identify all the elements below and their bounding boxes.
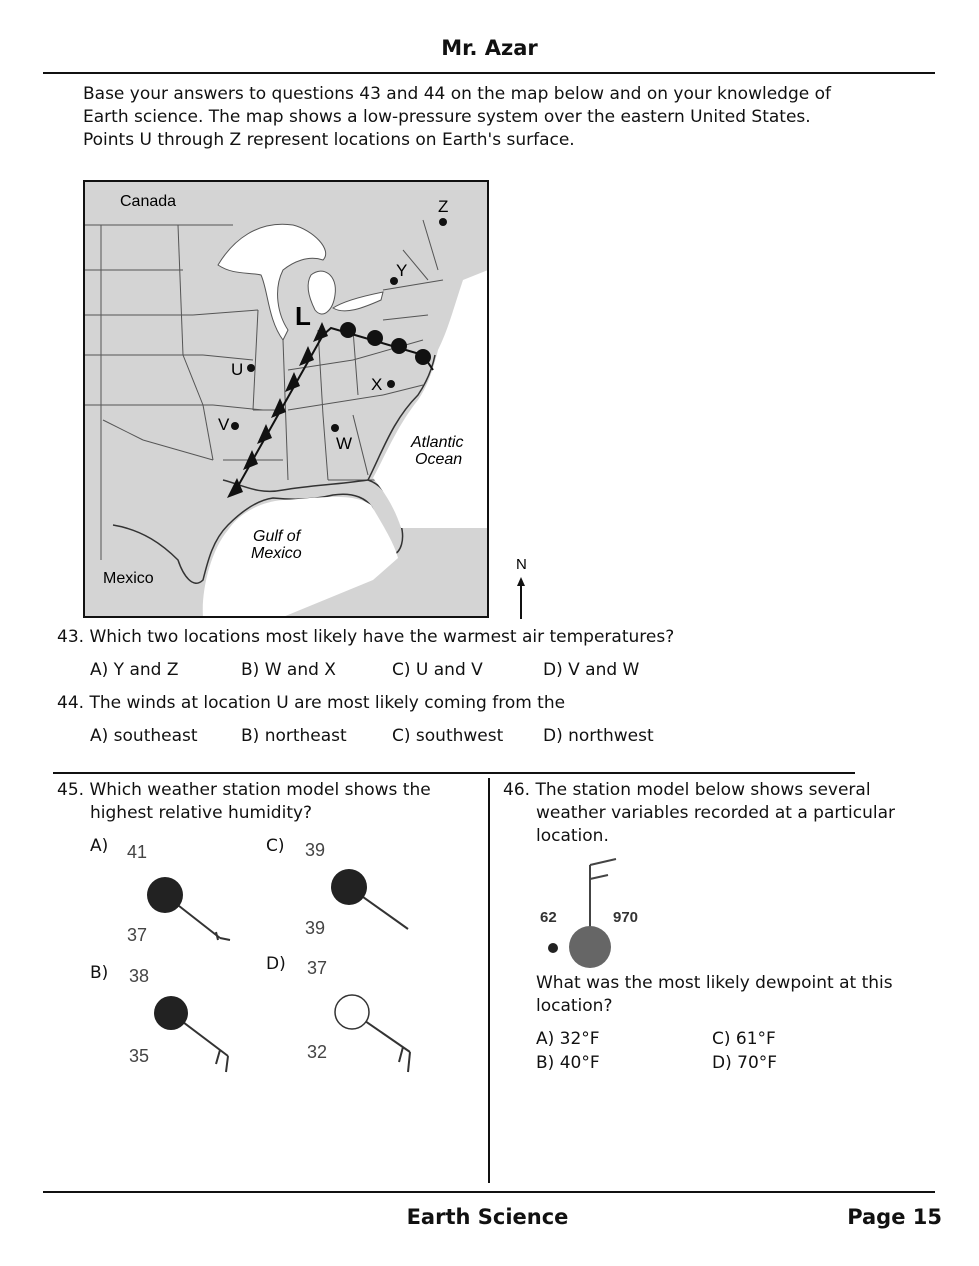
- svg-text:V: V: [218, 415, 230, 434]
- north-arrow-icon: [510, 553, 534, 621]
- q46-choice-a[interactable]: A) 32°F: [536, 1029, 600, 1049]
- q44-choice-b[interactable]: B) northeast: [241, 726, 347, 746]
- station-model-c: [325, 865, 415, 935]
- svg-text:N: N: [516, 556, 527, 573]
- station-model-b: [150, 994, 240, 1074]
- q43-choice-a[interactable]: A) Y and Z: [90, 660, 179, 680]
- q43-choice-b[interactable]: B) W and X: [241, 660, 336, 680]
- question-46: 46. The station model below shows several: [503, 780, 871, 800]
- footer-subject: Earth Science: [406, 1205, 569, 1229]
- q45-choice-a[interactable]: A): [90, 836, 109, 856]
- point-w: [331, 424, 339, 432]
- q46-prompt: What was the most likely dewpoint at this: [536, 973, 893, 993]
- page-title: Mr. Azar: [441, 36, 538, 60]
- q46-pressure: 970: [613, 909, 639, 926]
- point-u: [247, 364, 255, 372]
- svg-text:Ocean: Ocean: [415, 451, 463, 468]
- svg-text:U: U: [231, 360, 244, 379]
- warm-front-semicircle: [340, 322, 356, 338]
- intro-line-3: Points U through Z represent locations on Earth's surface.: [83, 130, 575, 150]
- label-canada: Canada: [120, 193, 177, 210]
- footer-divider: [43, 1191, 935, 1193]
- svg-text:W: W: [336, 434, 353, 453]
- q44-choice-a[interactable]: A) southeast: [90, 726, 198, 746]
- svg-text:X: X: [371, 375, 383, 394]
- point-v: [231, 422, 239, 430]
- q46-choice-d[interactable]: D) 70°F: [712, 1053, 778, 1073]
- q46-temp: 62: [540, 909, 557, 926]
- q46-choice-b[interactable]: B) 40°F: [536, 1053, 600, 1073]
- q44-choice-d[interactable]: D) northwest: [543, 726, 654, 746]
- header-divider: [43, 72, 935, 74]
- point-z: [439, 218, 447, 226]
- label-mexico: Mexico: [103, 570, 154, 587]
- question-45: 45. Which weather station model shows the: [57, 780, 431, 800]
- svg-text:Y: Y: [396, 261, 408, 280]
- intro-line-1: Base your answers to questions 43 and 44 on the map below and on your knowledge of: [83, 84, 831, 104]
- q45-choice-b[interactable]: B): [90, 963, 109, 983]
- label-atlantic: Atlantic: [411, 434, 464, 451]
- q45-choice-d[interactable]: D): [266, 954, 286, 974]
- q43-choice-d[interactable]: D) V and W: [543, 660, 640, 680]
- weather-map: [83, 180, 489, 618]
- svg-text:Z: Z: [438, 197, 449, 216]
- q43-choice-c[interactable]: C) U and V: [392, 660, 483, 680]
- station-model-q46: [536, 855, 656, 970]
- q46-choice-c[interactable]: C) 61°F: [712, 1029, 776, 1049]
- page-number: Page 15: [847, 1205, 942, 1229]
- q44-choice-c[interactable]: C) southwest: [392, 726, 504, 746]
- question-43: 43. Which two locations most likely have the warmest air temperatures?: [57, 627, 675, 647]
- question-44: 44. The winds at location U are most likely coming from the: [57, 693, 566, 713]
- label-gulf: Gulf of: [253, 528, 301, 545]
- station-model-a: [140, 870, 240, 945]
- low-pressure-symbol: L: [295, 301, 311, 331]
- q45-choice-c[interactable]: C): [266, 836, 285, 856]
- intro-line-2: Earth science. The map shows a low-pressure system over the eastern United States.: [83, 107, 811, 127]
- svg-text:Mexico: Mexico: [251, 545, 302, 562]
- section-divider: [53, 772, 855, 774]
- station-model-d: [330, 990, 420, 1080]
- point-x: [387, 380, 395, 388]
- column-divider: [488, 778, 490, 1183]
